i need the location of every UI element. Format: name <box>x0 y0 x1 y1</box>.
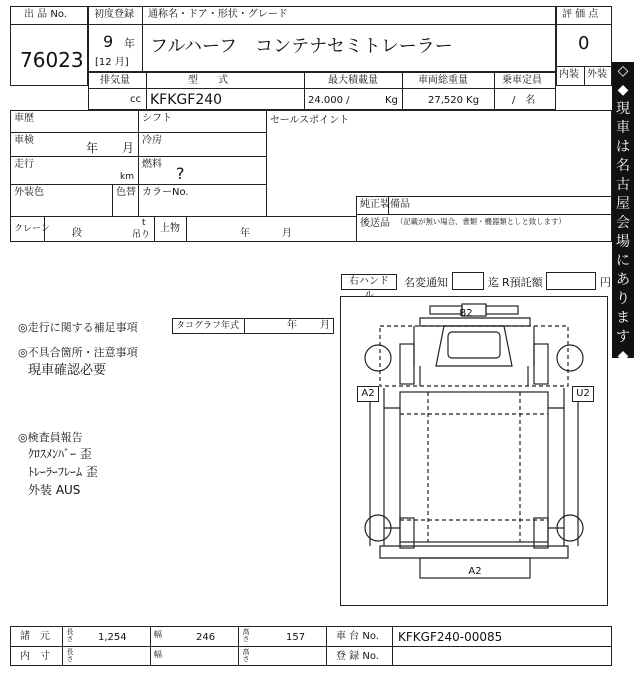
color-no-label: カラーNo. <box>142 187 189 198</box>
side-banner-char: す <box>616 329 630 345</box>
crane-label: クレーン <box>14 224 50 234</box>
mileage-unit: km <box>120 172 134 182</box>
inner-label: 内 寸 <box>20 651 50 662</box>
side-banner-char: 屋 <box>616 196 630 212</box>
defects-value: 現車確認必要 <box>28 363 107 378</box>
color-change-label: 色替 <box>116 187 136 198</box>
inspection-year: 年 <box>86 141 99 155</box>
sales-point-label: セールスポイント <box>270 115 350 126</box>
side-banner-char: 会 <box>616 215 630 231</box>
upper-year: 年 <box>240 228 250 239</box>
inspector-line-1: ｸﾛｽﾒﾝﾊﾞｰ 歪 <box>28 447 92 461</box>
inner-length-label: 長さ <box>66 648 74 662</box>
front-center <box>420 366 528 386</box>
shift-label: シフト <box>142 113 172 124</box>
left-rail <box>370 388 384 546</box>
side-banner-char: 古 <box>616 177 630 193</box>
model-label: 型 式 <box>188 75 228 86</box>
rear-right-housing <box>534 518 548 548</box>
delivery-label: 後送品 <box>360 218 390 229</box>
max-load-unit: Kg <box>385 95 398 106</box>
model-value: KFKGF240 <box>150 92 223 108</box>
vehicle-name: フルハーフ コンテナセミトレーラー <box>150 36 453 57</box>
chassis-value: KFKGF240-00085 <box>398 630 503 644</box>
inspector-line-3: 外装 AUS <box>28 483 81 497</box>
damage-mark-u2 <box>572 386 594 402</box>
damage-mark-b2 <box>455 308 477 322</box>
score-label: 評 価 点 <box>562 9 599 20</box>
damage-mark-a2-left <box>357 386 379 402</box>
inspector-line-2: ﾄﾚｰﾗｰﾌﾚｰﾑ 歪 <box>28 465 98 479</box>
side-banner-char: 現 <box>616 101 630 117</box>
mileage-label: 走行 <box>14 159 34 170</box>
side-banner-char: り <box>616 291 630 307</box>
driving-notes-label: ◎走行に関する補足事項 <box>18 321 138 334</box>
max-load-label: 最大積載量 <box>328 75 378 86</box>
front-right-housing <box>534 344 548 384</box>
first-reg-label: 初度登録 <box>94 9 134 20</box>
exterior-label: 外装 <box>587 69 607 80</box>
score-value: 0 <box>578 33 590 54</box>
crane-hoist: 吊り <box>132 230 151 240</box>
r-deposit-prefix: 迄 <box>488 276 499 289</box>
upper-month: 月 <box>282 228 292 239</box>
mark-a2-left-text: A2 <box>361 388 375 399</box>
side-banner-char: ◆ <box>617 82 629 98</box>
tachograph-label: タコグラフ年式 <box>176 321 240 331</box>
capacity-label: 乗車定員 <box>502 75 542 86</box>
max-load-value: 24.000 / <box>308 95 350 106</box>
inspection-month: 月 <box>122 141 135 155</box>
r-deposit-field[interactable] <box>546 272 596 290</box>
mark-a2-rear-text: A2 <box>468 566 482 577</box>
side-banner-char: は <box>616 139 630 155</box>
displacement-label: 排気量 <box>100 75 130 86</box>
chassis-label: 車 台 No. <box>336 631 379 642</box>
cc-unit: cc <box>130 94 141 105</box>
front-left-housing <box>400 344 414 384</box>
side-banner <box>612 62 634 383</box>
side-banner-char: 車 <box>616 120 630 136</box>
right-rail <box>564 388 578 546</box>
length-value: 1,254 <box>98 632 127 643</box>
crane-t: t <box>142 218 146 228</box>
delivery-note: （記載が無い場合、書類・機器類としと致します） <box>396 218 566 227</box>
year-value: 9 <box>103 32 114 51</box>
right-handle-box <box>341 274 397 290</box>
genuine-equip-label: 純正装備品 <box>360 199 410 210</box>
width-value: 246 <box>196 632 216 643</box>
side-banner-char: ◆ <box>617 348 629 364</box>
cargo-mid <box>384 408 564 528</box>
cargo-inner <box>400 392 548 542</box>
mark-u2-text: U2 <box>576 388 590 399</box>
side-banner-char: ◇ <box>617 367 629 383</box>
lot-number: 76023 <box>20 48 84 72</box>
height-value: 157 <box>286 632 306 643</box>
upper-body <box>380 326 568 386</box>
width-label: 幅 <box>154 630 162 639</box>
fuel-value: ? <box>176 164 185 183</box>
tachograph-month: 月 <box>320 320 330 331</box>
history-label: 車歴 <box>14 113 34 124</box>
mark-b2-text: B2 <box>459 308 473 319</box>
reg-label: 登 録 No. <box>336 651 379 662</box>
upper-label: 上物 <box>160 223 180 234</box>
side-banner-char: 場 <box>616 234 630 250</box>
defects-label: ◎不具合箇所・注意事項 <box>18 346 138 359</box>
ac-label: 冷房 <box>142 135 162 146</box>
fuel-label: 燃料 <box>142 159 162 170</box>
ext-color-label: 外装色 <box>14 187 44 198</box>
inspector-label: ◎検査員報告 <box>18 431 83 444</box>
gross-weight-label: 車両総重量 <box>418 75 468 86</box>
inspection-label: 車検 <box>14 135 34 146</box>
crane-stage: 段 <box>72 228 82 239</box>
windscreen <box>448 332 500 358</box>
side-banner-char: あ <box>616 272 630 288</box>
year-unit: 年 <box>124 37 135 50</box>
side-banner-char: ま <box>616 310 630 326</box>
inner-width-label: 幅 <box>154 650 162 659</box>
vehicle-name-label: 通称名・ドア・形状・グレード <box>148 9 288 20</box>
top-right-lamp <box>486 306 518 314</box>
tachograph-year: 年 <box>287 320 297 331</box>
r-deposit-label: R預託額 <box>502 276 543 289</box>
rear-left-housing <box>400 518 414 548</box>
height-label: 高さ <box>242 628 250 642</box>
side-banner-char: 名 <box>616 158 630 174</box>
inner-height-label: 高さ <box>242 648 250 662</box>
name-change-label: 名変通知 <box>404 276 448 289</box>
yen-label: 円 <box>600 276 611 289</box>
length-label: 長さ <box>66 628 74 642</box>
front-left-wheel <box>365 345 391 371</box>
interior-label: 内装 <box>559 69 579 80</box>
gross-weight-value: 27,520 Kg <box>428 95 480 106</box>
month-value: [12 月] <box>95 57 129 68</box>
capacity-value: / 名 <box>512 95 536 106</box>
dims-label: 諸 元 <box>20 631 50 642</box>
side-banner-char: ◇ <box>617 63 629 79</box>
damage-mark-a2-rear <box>464 566 486 580</box>
name-change-field[interactable] <box>452 272 484 290</box>
front-right-wheel <box>557 345 583 371</box>
lot-label: 出 品 No. <box>24 9 67 20</box>
trailer-diagram-svg <box>340 296 608 606</box>
right-handle-label: 右ハンド <box>349 276 389 287</box>
side-banner-char: に <box>616 253 630 269</box>
